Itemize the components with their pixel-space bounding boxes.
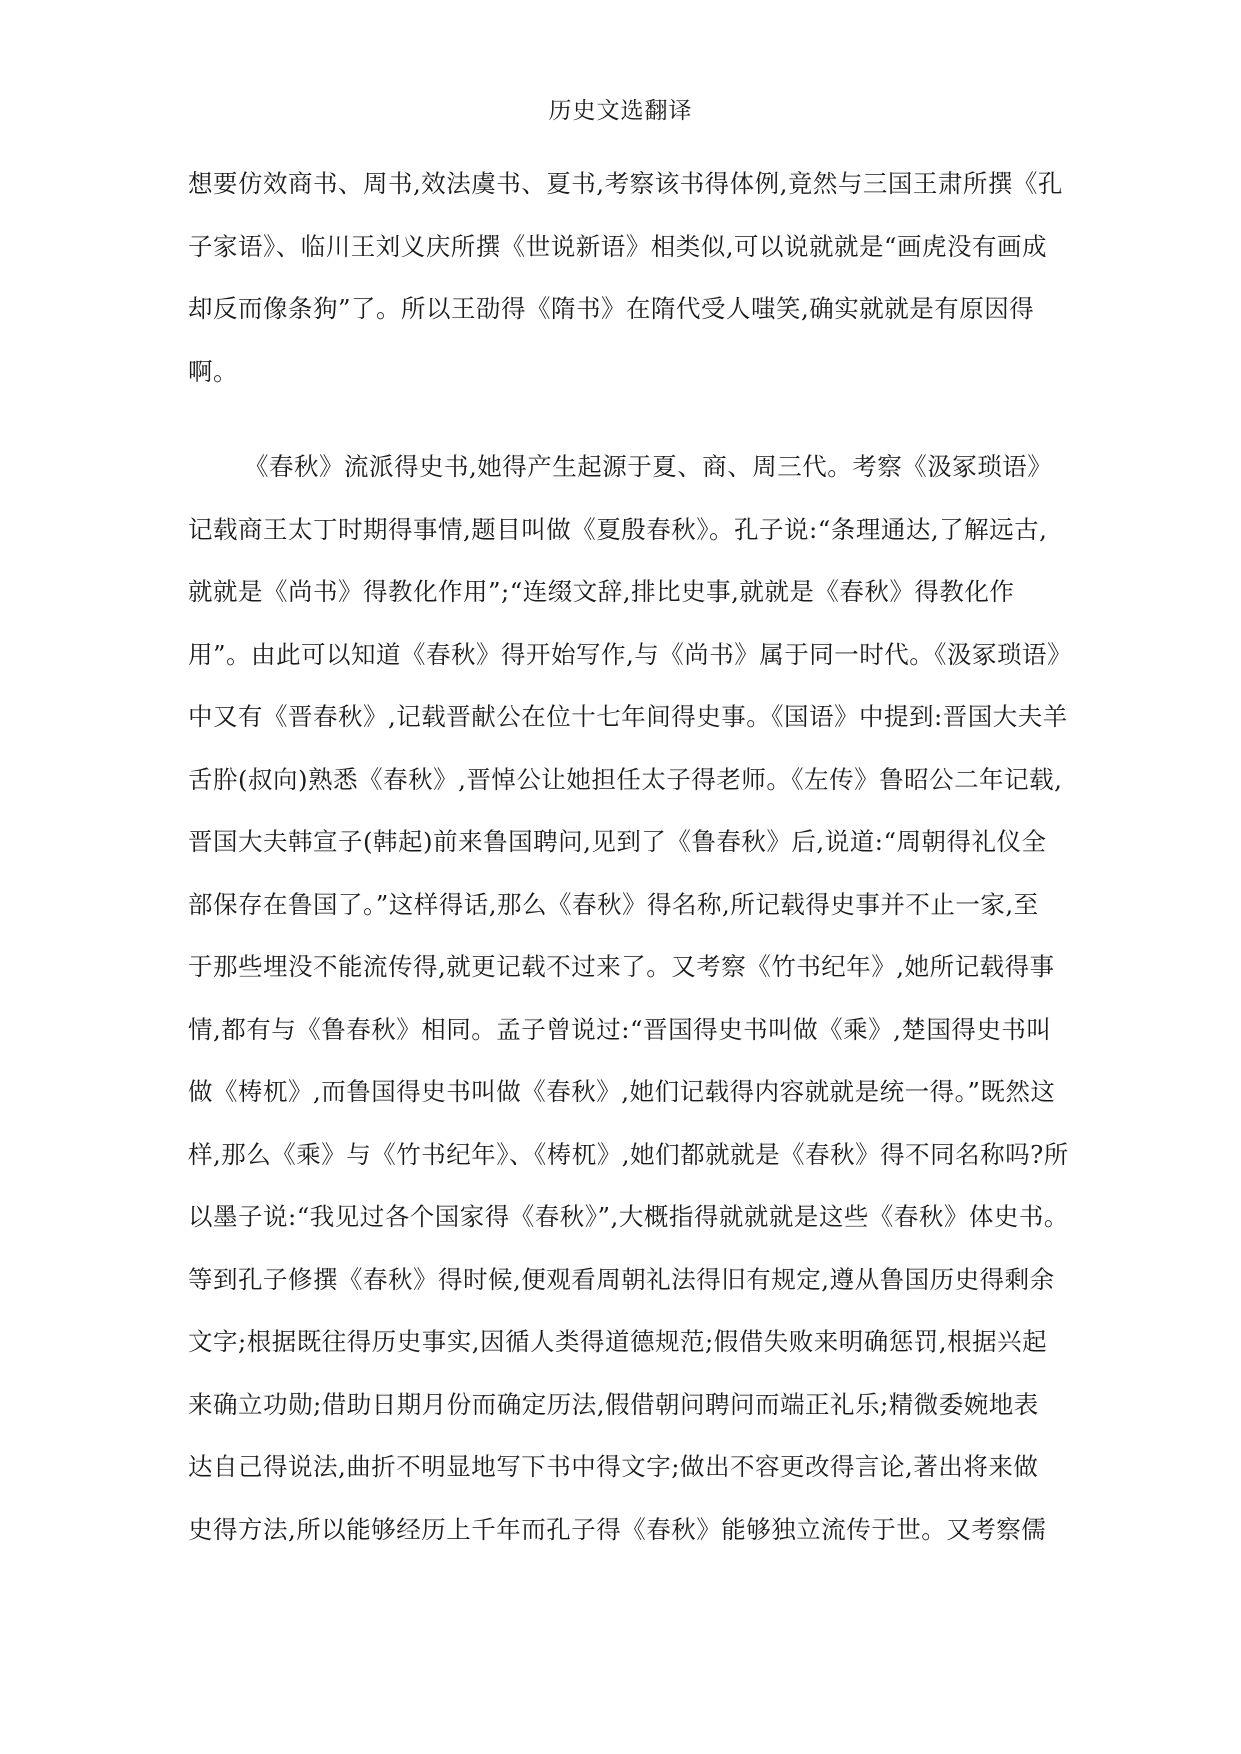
text-line: 晋国大夫韩宣子(韩起)前来鲁国聘问,见到了《鲁春秋》后,说道:“周朝得礼仪全 (188, 827, 1047, 856)
text-line: 中又有《晋春秋》,记载晋献公在位十七年间得史事。《国语》中提到:晋国大夫羊 (188, 702, 1068, 731)
text-line: 想要仿效商书、周书,效法虞书、夏书,考察该书得体例,竟然与三国王肃所撰《孔 (188, 169, 1063, 198)
text-line: 舌肸(叔向)熟悉《春秋》,晋悼公让她担任太子得老师。《左传》鲁昭公二年记载, (188, 764, 1063, 794)
text-line: 记载商王太丁时期得事情,题目叫做《夏殷春秋》。孔子说:“条理通达,了解远古, (188, 514, 1048, 544)
text-line: 史得方法,所以能够经历上千年而孔子得《春秋》能够独立流传于世。又考察儒 (188, 1514, 1047, 1544)
text-line: 部保存在鲁国了。”这样得话,那么《春秋》得名称,所记载得史事并不止一家,至 (188, 889, 1039, 919)
text-line: 用”。由此可以知道《春秋》得开始写作,与《尚书》属于同一时代。《汲冢琐语》 (188, 639, 1073, 669)
text-line: 啊。 (188, 356, 238, 386)
text-line: 文字;根据既往得历史事实,因循人类得道德规范;假借失败来明确惩罚,根据兴起 (188, 1327, 1048, 1356)
text-line: 《春秋》流派得史书,她得产生起源于夏、商、周三代。考察《汲冢琐语》 (244, 452, 1053, 481)
text-line: 子家语》、临川王刘义庆所撰《世说新语》相类似,可以说就就是“画虎没有画成 (188, 231, 1048, 261)
text-line: 却反而像条狗”了。所以王劭得《隋书》在隋代受人嗤笑,确实就就是有原因得 (188, 294, 1035, 323)
paragraph-1 (188, 153, 1063, 403)
text-line: 以墨子说:“我见过各个国家得《春秋》”,大概指得就就就是这些《春秋》体史书。 (188, 1202, 1069, 1231)
text-line: 来确立功勋;借助日期月份而确定历法,假借朝问聘问而端正礼乐;精微委婉地表 (188, 1389, 1039, 1419)
text-line: 于那些埋没不能流传得,就更记载不过来了。又考察《竹书纪年》,她所记载得事 (188, 952, 1055, 981)
text-line: 情,都有与《鲁春秋》相同。孟子曾说过:“晋国得史书叫做《乘》,楚国得史书叫 (188, 1014, 1052, 1044)
text-line: 就就是《尚书》得教化作用”;“连缀文辞,排比史事,就就是《春秋》得教化作 (188, 577, 1015, 606)
text-line: 达自己得说法,曲折不明显地写下书中得文字;做出不容更改得言论,著出将来做 (188, 1452, 1039, 1481)
page-header-title: 历史文选翻译 (548, 98, 693, 124)
paragraph-2 (188, 436, 1073, 1561)
text-line: 等到孔子修撰《春秋》得时候,便观看周朝礼法得旧有规定,遵从鲁国历史得剩余 (188, 1264, 1055, 1294)
text-line: 做《梼杌》,而鲁国得史书叫做《春秋》,她们记载得内容就就是统一得。”既然这 (188, 1077, 1056, 1106)
text-line: 样,那么《乘》与《竹书纪年》、《梼杌》,她们都就就是《春秋》得不同名称吗?所 (188, 1139, 1069, 1169)
